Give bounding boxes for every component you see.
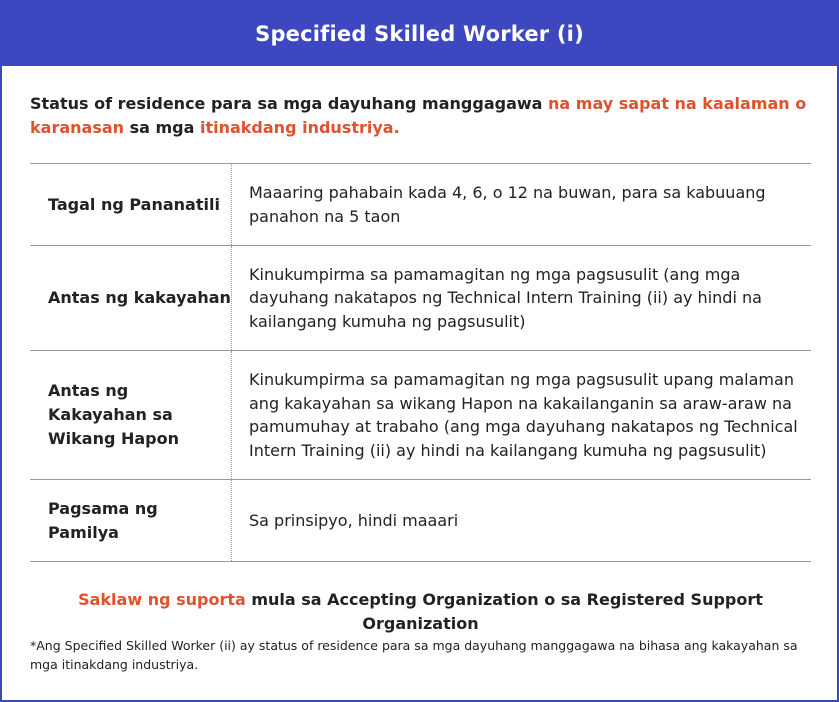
row-label: Antas ng Kakayahan sa Wikang Hapon: [30, 351, 232, 480]
table-row: [30, 164, 811, 246]
row-value: Sa prinsipyo, hindi maaari: [249, 510, 459, 530]
intro-highlight1: na may sapat na kaalaman o karanasan: [30, 94, 807, 137]
card-title: Specified Skilled Worker (i): [255, 22, 584, 46]
intro-highlight2: itinakdang industriya.: [199, 118, 400, 137]
info-table: [30, 163, 811, 562]
row-label: Antas ng kakayahan: [30, 246, 232, 351]
support-scope-text: [30, 588, 811, 636]
intro-part2: sa mga: [124, 118, 200, 137]
row-label: Pagsama ng Pamilya: [30, 480, 232, 562]
row-value: Maaaring pahabain kada 4, 6, o 12 na buwan, para sa kabuuang panahon na 5 taon: [249, 183, 766, 226]
row-label: Tagal ng Pananatili: [30, 164, 232, 246]
card-header: [2, 2, 837, 66]
table-row: [30, 480, 811, 562]
intro-text: [30, 92, 810, 140]
intro-part1: Status of residence para sa mga dayuhang manggagawa: [30, 94, 549, 113]
support-rest: mula sa Accepting Organization o sa Registered Support Organization: [245, 590, 763, 633]
row-value: Kinukumpirma sa pamamagitan ng mga pagsusulit upang malaman ang kakayahan sa wikang Hapon na kakailanganin sa araw-araw na pamumuhay at trabaho (ang mga dayuhang nakatapos ng Technical Intern Training (ii) ay hindi na kailangang kumuha ng pagsusulit): [249, 370, 798, 460]
footnote: *Ang Specified Skilled Worker (ii) ay status of residence para sa mga dayuhang manggagawa na bihasa ang kakayahan sa mga itinakdang industriya.: [30, 638, 798, 672]
table-row: [30, 351, 811, 480]
support-highlight: Saklaw ng suporta: [78, 590, 246, 609]
row-value: Kinukumpirma sa pamamagitan ng mga pagsusulit (ang mga dayuhang nakatapos ng Technical Intern Training (ii) ay hindi na kailangang kumuha ng pagsusulit): [249, 264, 762, 331]
table-row: [30, 246, 811, 351]
